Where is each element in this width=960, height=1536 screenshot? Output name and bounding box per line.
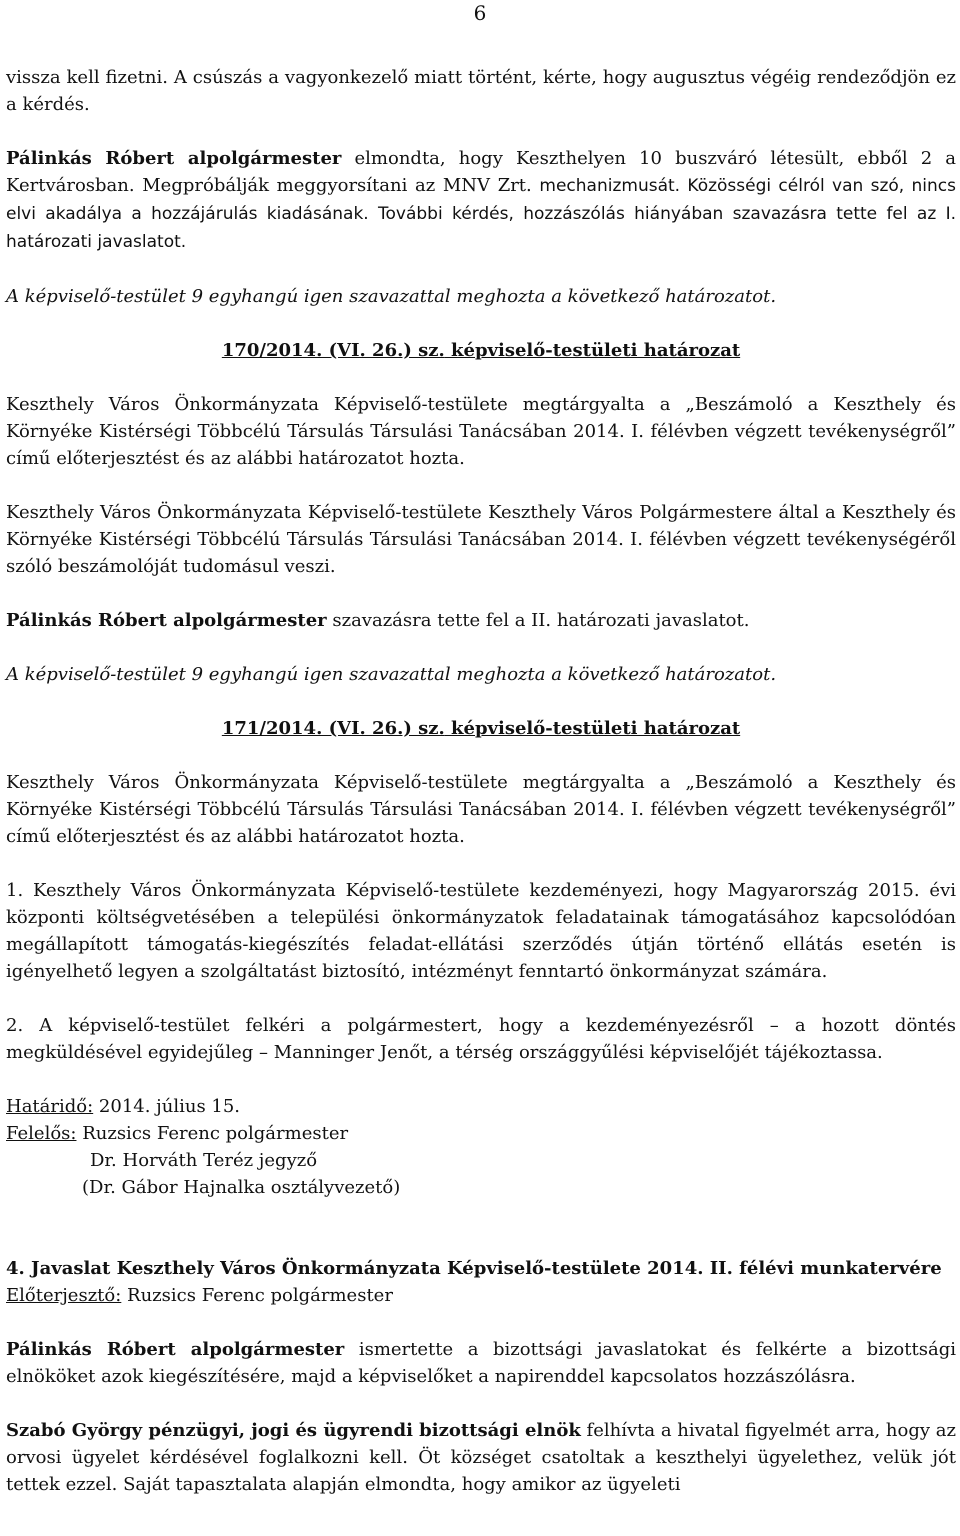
deadline-label: Határidő:: [6, 1096, 94, 1117]
resolution-170-decision: Keszthely Város Önkormányzata Képviselő-testülete Keszthely Város Polgármestere által a Keszthely és Környéke Kistérségi Többcélú Társulás Társulási Tanácsában 2014. I. félévben végzett tevékenységéről szóló beszámolóját tudomásul veszi.: [6, 502, 956, 577]
deadline-line: [6, 1093, 956, 1120]
resolution-170-intro: Keszthely Város Önkormányzata Képviselő-testülete megtárgyalta a „Beszámoló a Keszthely és Környéke Kistérségi Többcélú Társulás Társulási Tanácsában 2014. I. félévben végzett tevékenységről” című előterjesztést és az alábbi határozatot hozta.: [6, 394, 956, 469]
speaker-name: Pálinkás Róbert alpolgármester: [6, 610, 327, 631]
vote-statement-2: A képviselő-testület 9 egyhangú igen szavazattal meghozta a következő határozatot.: [6, 664, 777, 685]
responsible-line: [6, 1120, 956, 1147]
document-body: [6, 64, 956, 1498]
responsible-value: Ruzsics Ferenc polgármester: [76, 1123, 349, 1144]
presenter-value: Ruzsics Ferenc polgármester: [121, 1285, 393, 1306]
paragraph-text: felhívta a hivatal figyelmét arra, hogy az orvosi ügyelet kérdésével foglalkozni kell. Öt községet csatoltak a keszthelyi ügyelethez, velük jót tettek ezzel. Saját tapasztalata alapján elmondta, hogy amikor az ügyeleti: [6, 1420, 956, 1495]
paragraph-text-sans: mechanizmusát. Közösségi célról van szó, nincs elvi akadálya a hozzájárulás kiadásának. További kérdés, hozzászólás hiányában szavazásra tette fel az I. határozati javaslatot.: [6, 176, 956, 252]
resolution-heading-170: [6, 337, 956, 364]
resolution-171-item-1: 1. Keszthely Város Önkormányzata Képviselő-testülete kezdeményezi, hogy Magyarország 2015. évi központi költségvetésében a települési önkormányzatok feladatainak támogatásához kapcsolódóan megállapított támogatás-kiegészítés feladat-ellátási szerződés útján történő ellátás esetén is igényelhető legyen a szolgáltatást biztosító, intézményt fenntartó önkormányzat számára.: [6, 880, 956, 982]
responsible-label: Felelős:: [6, 1123, 77, 1144]
paragraph-text: elmondta, hogy Keszthelyen 10 buszváró létesült, ebből 2 a Kertvárosban. Megpróbálják meggyorsítani az MNV Zrt.: [6, 148, 956, 196]
resolution-title: képviselő-testületi határozat: [444, 718, 741, 739]
paragraph-buszvaro: [6, 145, 956, 256]
speaker-name: Pálinkás Róbert alpolgármester: [6, 148, 342, 169]
speaker-name: Pálinkás Róbert alpolgármester: [6, 1339, 345, 1360]
presenter-line: [6, 1282, 956, 1309]
paragraph-continuation: vissza kell fizetni. A csúszás a vagyonkezelő miatt történt, kérte, hogy augusztus végéig rendeződjön ez a kérdés.: [6, 67, 956, 115]
paragraph-medical-duty: [6, 1417, 956, 1498]
paragraph-text: szavazásra tette fel a II. határozati javaslatot.: [326, 610, 750, 631]
resolution-171-item-2: 2. A képviselő-testület felkéri a polgármestert, hogy a kezdeményezésről – a hozott döntés megküldésével egyidejűleg – Manninger Jenőt, a térség országgyűlési képviselőjét tájékoztassa.: [6, 1015, 956, 1063]
paragraph-committee-proposals: [6, 1336, 956, 1390]
paragraph-vote-call: [6, 607, 956, 634]
agenda-item-4-title: 4. Javaslat Keszthely Város Önkormányzata Képviselő-testülete 2014. II. félévi munkatervére: [6, 1258, 942, 1279]
resolution-heading-171: [6, 715, 956, 742]
responsible-line-3: (Dr. Gábor Hajnalka osztályvezető): [82, 1177, 401, 1198]
page-number: 6: [473, 1, 487, 25]
speaker-name: Szabó György pénzügyi, jogi és ügyrendi bizottsági elnök: [6, 1420, 581, 1441]
paragraph-text: ismertette a bizottsági javaslatokat és felkérte a bizottsági elnököket azok kiegészítésére, majd a képviselőket a napirenddel kapcsolatos hozzászólásra.: [6, 1339, 956, 1387]
resolution-171-intro: Keszthely Város Önkormányzata Képviselő-testülete megtárgyalta a „Beszámoló a Keszthely és Környéke Kistérségi Többcélú Társulás Társulási Tanácsában 2014. I. félévben végzett tevékenységről” című előterjesztést és az alábbi határozatot hozta.: [6, 772, 956, 847]
vote-statement-1: A képviselő-testület 9 egyhangú igen szavazattal meghozta a következő határozatot.: [6, 286, 777, 307]
responsible-line-2: Dr. Horváth Teréz jegyző: [90, 1150, 318, 1171]
presenter-label: Előterjesztő:: [6, 1285, 122, 1306]
resolution-number: 170/2014. (VI. 26.) sz.: [221, 340, 445, 361]
deadline-value: 2014. július 15.: [93, 1096, 241, 1117]
resolution-number: 171/2014. (VI. 26.) sz.: [221, 718, 445, 739]
resolution-title: képviselő-testületi határozat: [444, 340, 741, 361]
